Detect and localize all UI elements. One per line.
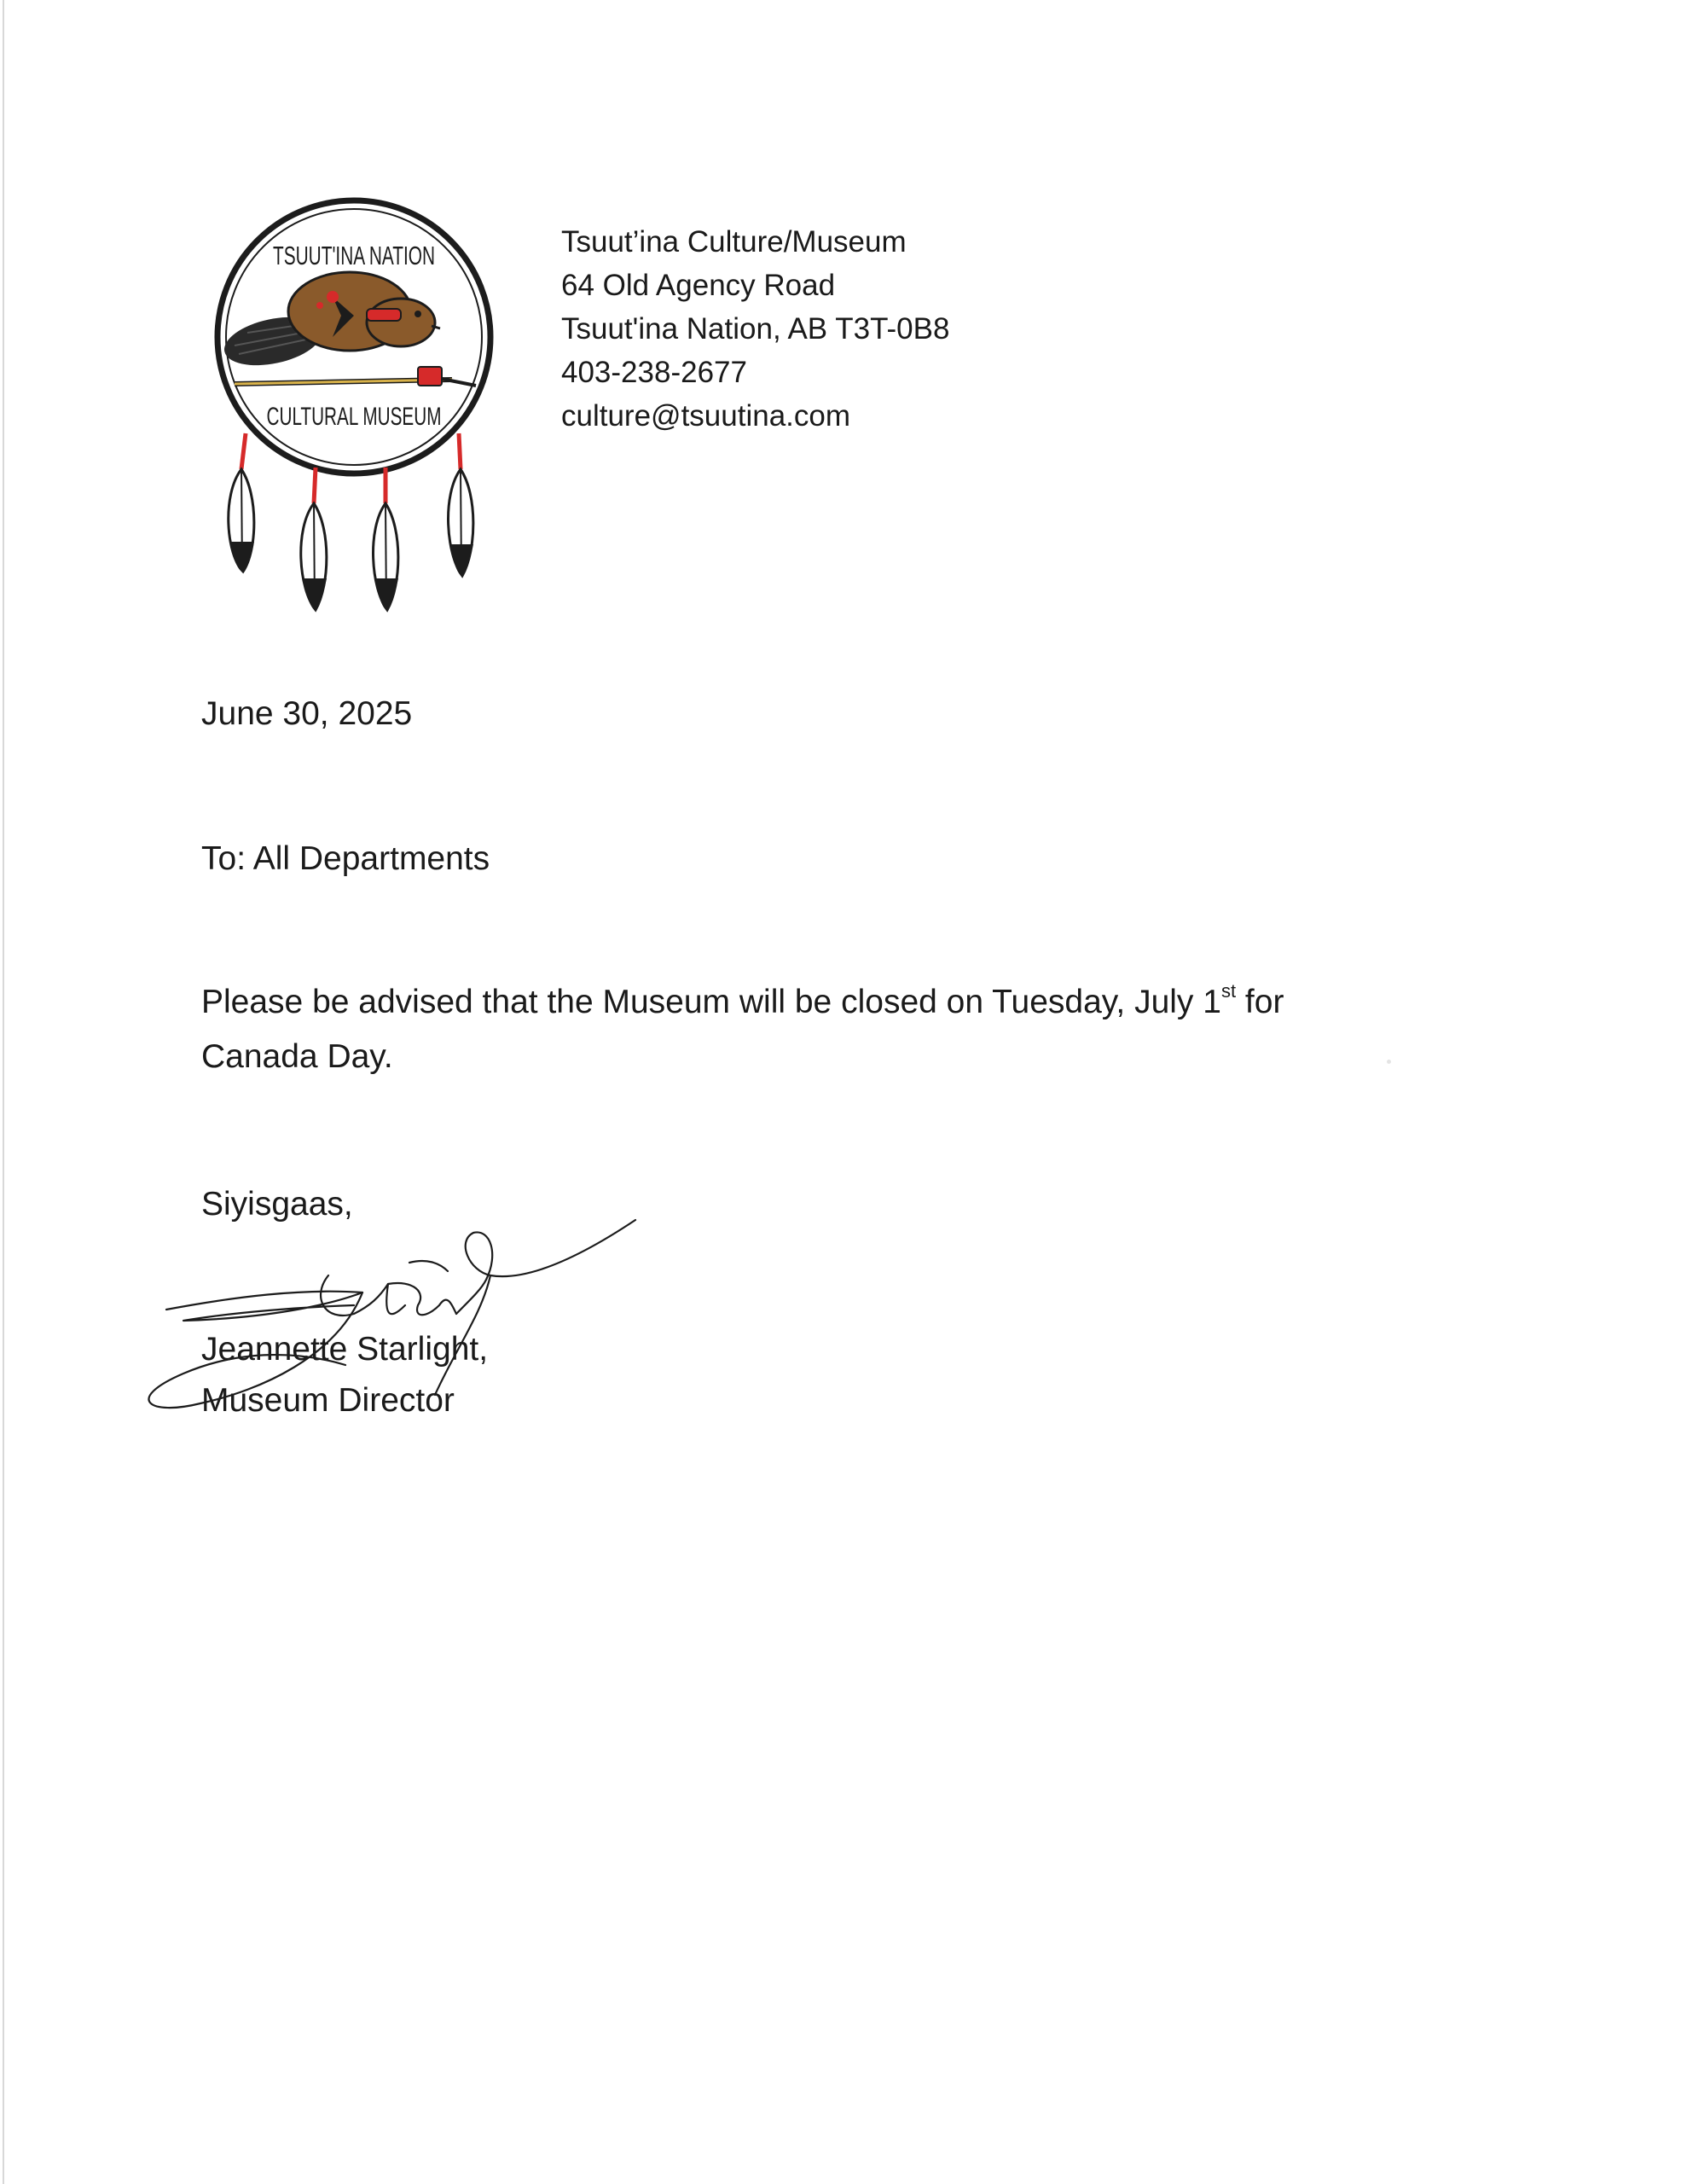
email-address: culture@tsuutina.com xyxy=(561,399,851,433)
phone-number: 403-238-2677 xyxy=(561,356,747,389)
signer-title: Museum Director xyxy=(201,1382,455,1419)
feather-icon xyxy=(229,469,254,572)
ordinal-suffix: st xyxy=(1220,980,1237,1002)
feather-icon xyxy=(374,503,398,610)
body-line-1 xyxy=(201,975,1284,1030)
scan-speck xyxy=(1387,1060,1391,1064)
org-name: Tsuut’ina Culture/Museum xyxy=(561,225,907,258)
logo-top-text: TSUUT'INA NATION xyxy=(273,241,435,270)
body-text-part2: for xyxy=(1236,984,1284,1020)
address-line-1: 64 Old Agency Road xyxy=(561,269,836,302)
page-edge-line xyxy=(3,0,4,2184)
address-line-2: Tsuut'ina Nation, AB T3T-0B8 xyxy=(561,312,950,346)
handwritten-signature xyxy=(132,1211,695,1425)
feather-icon xyxy=(301,503,327,610)
closing-salutation: Siyisgaas, xyxy=(201,1186,353,1223)
letter-date: June 30, 2025 xyxy=(201,695,413,732)
feather-icon xyxy=(449,469,473,576)
body-text-part1: Please be advised that the Museum will be closed on Tuesday, July 1 xyxy=(201,984,1221,1020)
body-line-2: Canada Day. xyxy=(201,1038,393,1075)
letter-body xyxy=(201,975,1284,1084)
signer-name: Jeannette Starlight, xyxy=(201,1331,489,1368)
logo-bottom-text: CULTURAL MUSEUM xyxy=(266,403,442,431)
letterhead-address-block xyxy=(561,220,949,438)
museum-logo xyxy=(205,196,512,623)
recipient-line: To: All Departments xyxy=(201,840,490,877)
